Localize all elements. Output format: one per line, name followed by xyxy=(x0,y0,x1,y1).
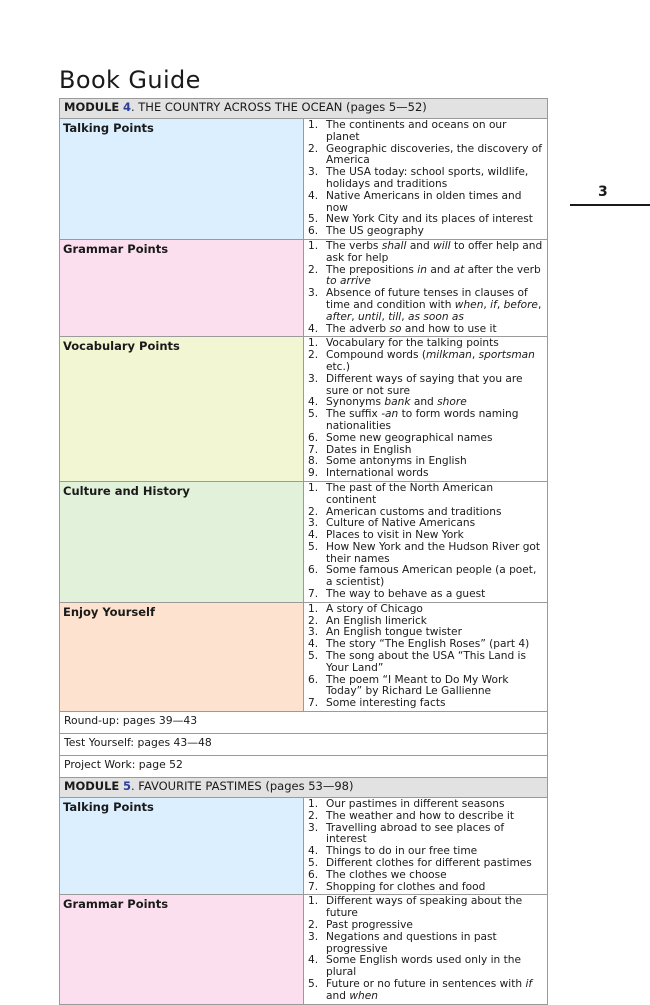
book-guide-table xyxy=(59,98,548,1005)
item-text: Culture of Native Americans xyxy=(326,517,476,530)
list-item xyxy=(308,120,543,144)
item-number: 6. xyxy=(308,431,319,444)
item-number: 7. xyxy=(308,588,319,601)
item-number: 1. xyxy=(308,602,319,615)
list-item xyxy=(308,675,543,699)
item-text: The past of the North American continent xyxy=(326,481,494,506)
page-title: Book Guide xyxy=(59,66,201,94)
item-number: 5. xyxy=(308,408,319,421)
item-number: 6. xyxy=(308,225,319,238)
item-text: The US geography xyxy=(326,225,424,238)
section-row xyxy=(60,895,548,1004)
item-number: 6. xyxy=(308,564,319,577)
section-row xyxy=(60,337,548,482)
list-item xyxy=(308,191,543,215)
item-number: 1. xyxy=(308,337,319,350)
list-item xyxy=(308,374,543,398)
item-number: 4. xyxy=(308,396,319,409)
list-item xyxy=(308,811,543,823)
module-4-header xyxy=(60,99,548,119)
item-text: Compound words (milkman, sportsman etc.) xyxy=(326,349,535,373)
item-number: 5. xyxy=(308,978,319,990)
list-item xyxy=(308,265,543,289)
module-5-header xyxy=(60,778,548,798)
item-number: 3. xyxy=(308,626,319,639)
section-row xyxy=(60,602,548,711)
list-item xyxy=(308,433,543,445)
item-text: Native Americans in olden times and now xyxy=(326,189,522,214)
item-text: Different ways of speaking about the future xyxy=(326,895,523,920)
module-label: MODULE xyxy=(64,779,120,794)
item-text: Vocabulary for the talking points xyxy=(326,337,499,350)
item-text: The story “The English Roses” (part 4) xyxy=(326,638,530,651)
list-item xyxy=(308,698,543,710)
talking-points-list xyxy=(308,799,543,893)
list-item xyxy=(308,920,543,932)
list-item xyxy=(308,896,543,920)
item-text: Our pastimes in different seasons xyxy=(326,798,505,811)
grammar-points-list xyxy=(308,241,543,335)
item-number: 6. xyxy=(308,868,319,881)
item-number: 2. xyxy=(308,263,319,276)
section-label-grammar-points: Grammar Points xyxy=(60,239,304,336)
roundup-row xyxy=(60,712,548,734)
item-number: 7. xyxy=(308,880,319,893)
item-text: An English limerick xyxy=(326,614,427,627)
talking-points-list xyxy=(308,120,543,238)
item-text: The prepositions in and at after the verb to arrive xyxy=(326,263,541,288)
item-text: New York City and its places of interest xyxy=(326,213,533,226)
item-number: 7. xyxy=(308,443,319,456)
module-title: . THE COUNTRY ACROSS THE OCEAN (pages 5—52) xyxy=(130,100,427,114)
item-text: Some antonyms in English xyxy=(326,455,467,468)
item-text: A story of Chicago xyxy=(326,602,423,615)
page-number: 3 xyxy=(598,184,608,200)
test-yourself-row xyxy=(60,734,548,756)
culture-history-list xyxy=(308,483,543,601)
list-item xyxy=(308,144,543,168)
list-item xyxy=(308,589,543,601)
section-label-vocabulary-points: Vocabulary Points xyxy=(60,337,304,482)
section-label-talking-points: Talking Points xyxy=(60,798,304,895)
item-number: 8. xyxy=(308,455,319,468)
item-text: Different ways of saying that you are sure or not sure xyxy=(326,372,523,397)
list-item xyxy=(308,226,543,238)
item-text: The suffix -an to form words naming nationalities xyxy=(326,408,519,432)
list-item xyxy=(308,324,543,336)
list-item xyxy=(308,542,543,566)
list-item xyxy=(308,870,543,882)
list-item xyxy=(308,823,543,847)
item-number: 5. xyxy=(308,213,319,226)
item-number: 2. xyxy=(308,349,319,362)
item-number: 5. xyxy=(308,540,319,553)
item-number: 4. xyxy=(308,189,319,202)
item-text: Places to visit in New York xyxy=(326,529,464,542)
item-number: 3. xyxy=(308,821,319,834)
list-item xyxy=(308,241,543,265)
vocabulary-points-list xyxy=(308,338,543,480)
list-item xyxy=(308,409,543,433)
item-text: Negations and questions in past progressive xyxy=(326,930,497,955)
section-label-talking-points: Talking Points xyxy=(60,119,304,240)
section-row xyxy=(60,119,548,240)
section-row xyxy=(60,481,548,602)
item-text: Future or no future in sentences with if and when xyxy=(326,978,533,1002)
item-text: Some English words used only in the plural xyxy=(326,954,521,979)
project-work-row xyxy=(60,756,548,778)
item-text: The verbs shall and will to offer help and ask for help xyxy=(326,239,543,264)
item-text: The continents and oceans on our planet xyxy=(326,119,507,143)
section-label-culture-and-history: Culture and History xyxy=(60,481,304,602)
item-number: 3. xyxy=(308,517,319,530)
item-text: The weather and how to describe it xyxy=(326,809,514,822)
item-text: Things to do in our free time xyxy=(326,845,478,858)
item-text: Shopping for clothes and food xyxy=(326,880,486,893)
item-text: The adverb so and how to use it xyxy=(326,322,497,335)
item-text: Some new geographical names xyxy=(326,431,493,444)
item-number: 1. xyxy=(308,895,319,908)
item-number: 2. xyxy=(308,919,319,932)
test-yourself-text: Test Yourself: pages 43—48 xyxy=(60,734,548,756)
item-number: 3. xyxy=(308,372,319,385)
item-number: 2. xyxy=(308,142,319,155)
item-number: 7. xyxy=(308,697,319,710)
item-number: 4. xyxy=(308,638,319,651)
item-number: 6. xyxy=(308,673,319,686)
item-text: Absence of future tenses in clauses of time and condition with when, if, before, after, until, till, as soon as xyxy=(326,287,542,323)
item-number: 1. xyxy=(308,798,319,811)
item-number: 4. xyxy=(308,322,319,335)
section-label-enjoy-yourself: Enjoy Yourself xyxy=(60,602,304,711)
list-item xyxy=(308,882,543,894)
item-text: Synonyms bank and shore xyxy=(326,396,467,409)
list-item xyxy=(308,932,543,956)
item-number: 4. xyxy=(308,845,319,858)
section-label-grammar-points: Grammar Points xyxy=(60,895,304,1004)
item-number: 3. xyxy=(308,287,319,300)
list-item xyxy=(308,483,543,507)
list-item xyxy=(308,468,543,480)
item-number: 3. xyxy=(308,930,319,943)
item-number: 2. xyxy=(308,505,319,518)
module-label: MODULE xyxy=(64,100,120,114)
item-text: Travelling abroad to see places of interest xyxy=(326,821,505,846)
grammar-points-list xyxy=(308,896,543,1002)
item-text: The song about the USA “This Land is Your Land” xyxy=(326,650,527,674)
enjoy-yourself-list xyxy=(308,604,543,710)
module-number: 5 xyxy=(122,779,131,794)
item-text: How New York and the Hudson River got their names xyxy=(326,540,541,565)
item-text: The USA today: school sports, wildlife, holidays and traditions xyxy=(326,166,529,190)
item-number: 2. xyxy=(308,809,319,822)
item-text: An English tongue twister xyxy=(326,626,462,639)
item-text: International words xyxy=(326,467,429,480)
list-item xyxy=(308,350,543,374)
list-item xyxy=(308,979,543,1003)
list-item xyxy=(308,288,543,323)
item-number: 3. xyxy=(308,166,319,179)
list-item xyxy=(308,604,543,616)
item-text: Some interesting facts xyxy=(326,697,446,710)
item-text: American customs and traditions xyxy=(326,505,502,518)
item-number: 5. xyxy=(308,857,319,870)
item-text: Dates in English xyxy=(326,443,412,456)
list-item xyxy=(308,955,543,979)
item-text: The way to behave as a guest xyxy=(326,588,486,601)
module-number: 4 xyxy=(122,100,131,114)
item-number: 1. xyxy=(308,481,319,494)
item-text: The clothes we choose xyxy=(326,868,447,881)
section-row xyxy=(60,239,548,336)
section-row xyxy=(60,798,548,895)
item-number: 4. xyxy=(308,954,319,967)
item-text: Past progressive xyxy=(326,919,413,932)
page-number-rule xyxy=(570,204,650,206)
item-number: 5. xyxy=(308,650,319,663)
item-number: 2. xyxy=(308,614,319,627)
list-item xyxy=(308,651,543,675)
item-text: Different clothes for different pastimes xyxy=(326,857,532,870)
item-number: 1. xyxy=(308,239,319,252)
item-number: 4. xyxy=(308,529,319,542)
list-item xyxy=(308,565,543,589)
item-text: The poem “I Meant to Do My Work Today” by Richard Le Gallienne xyxy=(326,673,509,698)
roundup-text: Round-up: pages 39—43 xyxy=(60,712,548,734)
item-number: 1. xyxy=(308,119,319,131)
module-title: . FAVOURITE PASTIMES (pages 53—98) xyxy=(130,779,354,794)
list-item xyxy=(308,167,543,191)
item-number: 9. xyxy=(308,467,319,480)
item-text: Some famous American people (a poet, a scientist) xyxy=(326,564,537,589)
project-work-text: Project Work: page 52 xyxy=(60,756,548,778)
item-text: Geographic discoveries, the discovery of America xyxy=(326,142,542,167)
